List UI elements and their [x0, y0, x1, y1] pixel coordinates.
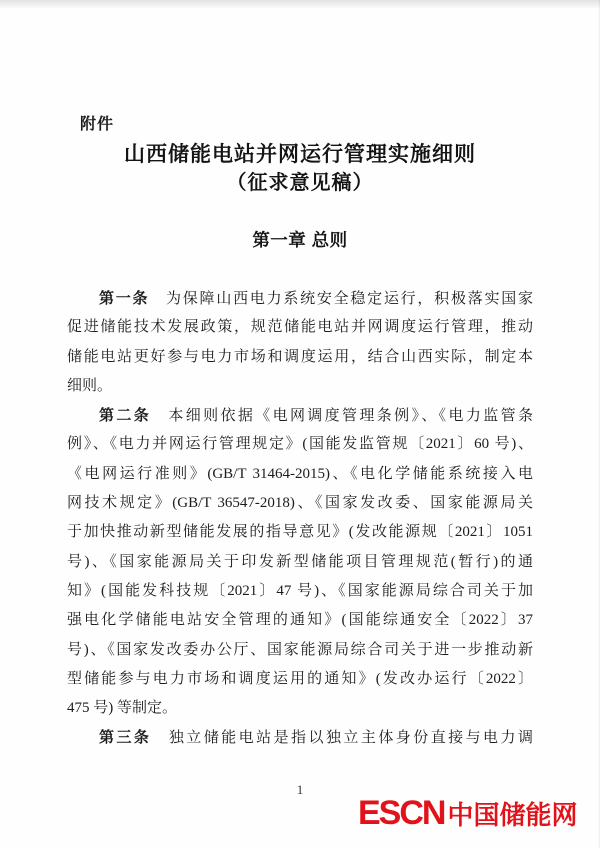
- chapter-heading: 第一章 总则: [252, 230, 348, 250]
- body-line: 于加快推动新型储能发展的指导意见》(发改能源规〔2021〕1051: [67, 524, 533, 541]
- body-line: 细则。: [67, 377, 113, 394]
- body-line: 知》(国能发科技规〔2021〕47 号)、《国家能源局综合司关于加: [67, 582, 533, 599]
- article-label: 第二条: [99, 407, 152, 425]
- document-body: [67, 284, 533, 753]
- body-line: 号)、《国家发改委办公厅、国家能源局综合司关于进一步推动新: [67, 641, 533, 658]
- scan-artifact-top: [0, 0, 600, 8]
- body-line: 促进储能技术发展政策，规范储能电站并网调度运行管理，推动: [67, 319, 533, 336]
- attachment-label: 附件: [80, 116, 115, 133]
- document-subtitle: （征求意见稿）: [226, 172, 374, 194]
- page-number: 1: [296, 782, 304, 797]
- escn-logo-latin: ESCN: [358, 794, 445, 832]
- body-line: 第二条 本细则依据《电网调度管理条例》、《电力监管条: [99, 407, 533, 425]
- body-line: 强电化学储能电站安全管理的通知》(国能综通安全〔2022〕37: [67, 612, 533, 629]
- article-label: 第一条: [99, 290, 150, 307]
- body-line: 号)、《国家能源局关于印发新型储能项目管理规范(暂行)的通: [67, 553, 533, 570]
- escn-logo-cjk: 中国储能网: [447, 800, 578, 830]
- body-line: 例》、《电力并网运行管理规定》(国能发监管规〔2021〕60 号)、: [67, 436, 533, 453]
- document-title: 山西储能电站并网运行管理实施细则: [124, 143, 476, 166]
- body-line: 475 号) 等制定。: [67, 700, 177, 717]
- body-line: 储能电站更好参与电力市场和调度运用，结合山西实际，制定本: [67, 348, 533, 365]
- body-line: 网技术规定》(GB/T 36547-2018)、《国家发改委、国家能源局关: [67, 495, 533, 512]
- escn-logo: [358, 796, 577, 830]
- body-line: 型储能参与电力市场和调度运用的通知》(发改办运行〔2022〕: [67, 670, 533, 687]
- article-label: 第三条: [99, 729, 152, 747]
- body-line: 第三条 独立储能电站是指以独立主体身份直接与电力调: [99, 729, 533, 747]
- body-line: 《电网运行准则》(GB/T 31464-2015)、《电化学储能系统接入电: [67, 465, 533, 482]
- body-line: 第一条 为保障山西电力系统安全稳定运行，积极落实国家: [99, 290, 533, 307]
